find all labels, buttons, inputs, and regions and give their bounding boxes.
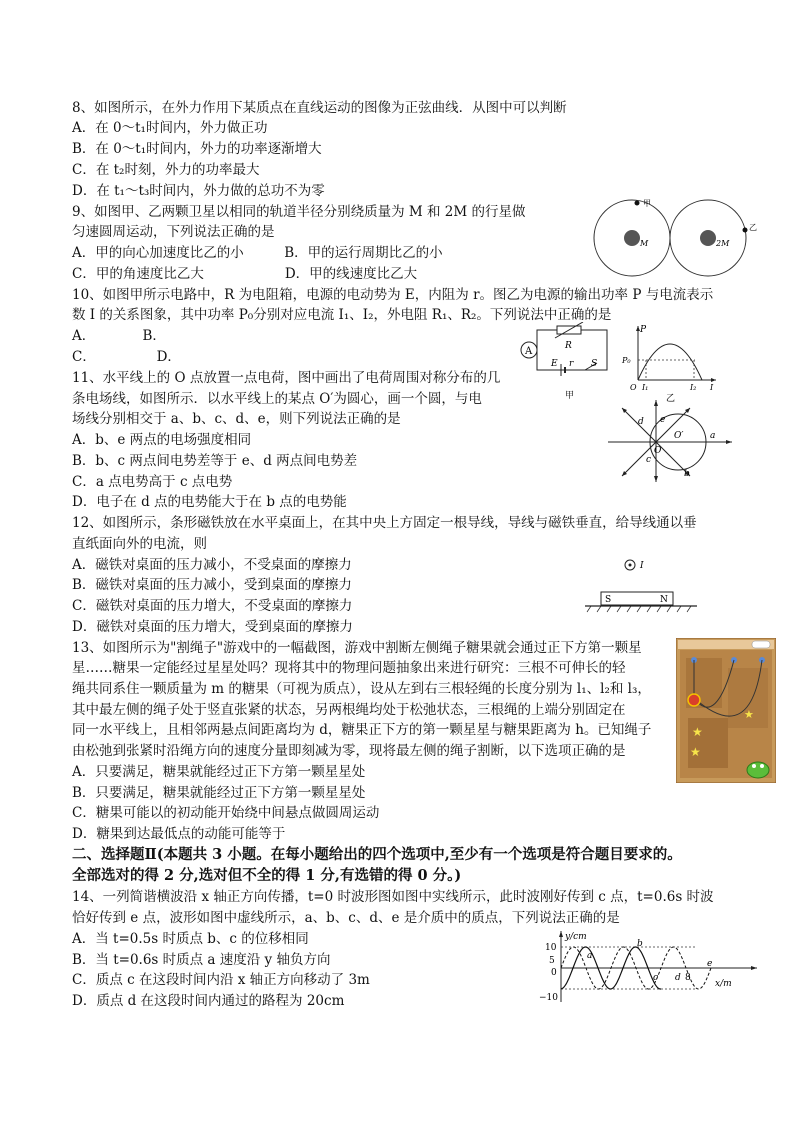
- label-i: I: [710, 383, 714, 392]
- q13-stem-3: 绳共同系住一颗质量为 m 的糖果（可视为质点），设从左到右三根轻绳的长度分别为 l₁、l₂和 l₃，: [72, 681, 651, 697]
- planet-2m: [700, 230, 716, 246]
- q11-option-a: A．b、e 两点的电场强度相同: [72, 432, 252, 448]
- x-axis-arrow: [751, 966, 757, 970]
- q14-option-c: C．质点 c 在这段时间内沿 x 轴正方向移动了 3m: [72, 972, 370, 988]
- star-icon-1: ★: [692, 725, 703, 739]
- q12-stem-2: 直纸面向外的电流，则: [72, 536, 207, 552]
- label-d: d: [638, 417, 644, 427]
- q8-option-b: B．在 0～t₁时间内，外力的功率逐渐增大: [72, 141, 322, 157]
- label-current: I: [640, 561, 644, 571]
- tick-y-5: 5: [549, 956, 555, 966]
- tick-y-10: 10: [545, 943, 557, 953]
- planet-m: [624, 230, 640, 246]
- q9-satellite-figure: [585, 198, 785, 282]
- om-nom-eye-left: [752, 764, 756, 768]
- label-m: M: [640, 239, 649, 248]
- power-curve: [638, 344, 702, 380]
- q9-stem-2: 匀速圆周运动，下列说法正确的是: [72, 224, 275, 240]
- label-e: e: [660, 415, 666, 425]
- label-yi: 乙: [666, 394, 676, 402]
- q12-stem-1: 12、如图所示，条形磁铁放在水平桌面上，在其中央上方固定一根导线，导线与磁铁垂直，给导线通以垂: [72, 515, 697, 531]
- q13-stem-6: 由松弛到张紧时沿绳方向的速度分量即刻减为零，现将最左侧的绳子割断，以下选项正确的是: [72, 743, 626, 759]
- label-b: b: [684, 469, 690, 479]
- q12-option-c: C．磁铁对桌面的压力增大，不受桌面的摩擦力: [72, 598, 353, 614]
- q12-magnet-figure: [585, 555, 705, 615]
- label-r-big: R: [565, 341, 572, 351]
- q14-option-b: B．当 t=0.6s 时质点 a 速度沿 y 轴负方向: [72, 952, 331, 968]
- label-o: O: [654, 446, 662, 456]
- section-2-header-2: 全部选对的得 2 分,选对但不全的得 1 分,有选错的得 0 分。): [72, 867, 462, 884]
- label-s: S: [591, 359, 598, 369]
- q13-option-d: D．糖果到达最低点的动能可能等于: [72, 826, 286, 842]
- q9-stem-1: 9、如图甲、乙两颗卫星以相同的轨道半径分别绕质量为 M 和 2M 的行星做: [72, 204, 526, 220]
- q13-option-c: C．糖果可能以的初动能开始绕中间悬点做圆周运动: [72, 805, 380, 821]
- label-r: r: [569, 359, 574, 369]
- label-a: a: [710, 431, 716, 441]
- q14-option-a: A．当 t=0.5s 时质点 b、c 的位移相同: [72, 931, 309, 947]
- q13-option-a: A．只要满足，糖果就能经过正下方第一颗星星处: [72, 764, 366, 780]
- label-y-axis: y/cm: [565, 932, 587, 942]
- om-nom-icon: [747, 762, 769, 778]
- candy-icon: [688, 694, 700, 706]
- label-jia: 甲: [643, 199, 651, 208]
- q10-power-graph: [620, 322, 720, 402]
- label-s-pole: S: [605, 595, 612, 605]
- q8-option-c: C．在 t₂时刻，外力的功率最大: [72, 162, 260, 178]
- om-nom-eye-right: [760, 764, 764, 768]
- tick-y-neg10: −10: [539, 993, 558, 1003]
- q11-option-b: B．b、c 两点间电势差等于 e、d 两点间电势差: [72, 453, 358, 469]
- label-e: E: [551, 359, 558, 369]
- q8-option-d: D．在 t₁～t₃时间内，外力做的总功不为零: [72, 183, 325, 199]
- point-d: d: [675, 973, 681, 983]
- q10-options-cd: C． D．: [72, 349, 181, 365]
- label-c: c: [646, 455, 652, 465]
- section-2-header-1: 二、选择题Ⅱ(本题共 3 小题。在每小题给出的四个选项中,至少有一个选项是符合题目要求的。: [72, 846, 682, 863]
- arrow-down: [654, 476, 658, 482]
- q12-option-b: B．磁铁对桌面的压力减小，受到桌面的摩擦力: [72, 577, 352, 593]
- q8-option-a: A．在 0～t₁时间内，外力做正功: [72, 120, 268, 136]
- point-e: e: [707, 959, 713, 969]
- q9-options-ab: A．甲的向心加速度比乙的小 B．甲的运行周期比乙的小: [72, 245, 443, 261]
- label-n-pole: N: [660, 595, 668, 605]
- satellite-jia: [635, 201, 640, 206]
- q8-stem: 8、如图所示，在外力作用下某质点在直线运动的图像为正弦曲线．从图中可以判断: [72, 100, 567, 116]
- q13-option-b: B．只要满足，糖果就能经过正下方第一颗星星处: [72, 785, 366, 801]
- table-hatch: [587, 606, 691, 612]
- q13-stem-2: 星……糖果一定能经过星星处吗？现将其中的物理问题抽象出来进行研究：三根不可伸长的轻: [72, 660, 626, 676]
- q11-stem-2: 条电场线，如图所示．以水平线上的某点 O′为圆心，画一个圆，与电: [72, 391, 482, 407]
- label-p: P: [640, 325, 647, 335]
- point-c: c: [653, 973, 659, 983]
- label-x-axis: x/m: [715, 979, 732, 989]
- q11-stem-3: 场线分别相交于 a、b、c、d、e，则下列说法正确的是: [72, 411, 401, 427]
- q12-option-a: A．磁铁对桌面的压力减小，不受桌面的摩擦力: [72, 557, 352, 573]
- cut-the-rope-screenshot: [676, 638, 776, 783]
- q11-stem-1: 11、水平线上的 O 点放置一点电荷，图中画出了电荷周围对称分布的几: [72, 370, 501, 386]
- star-icon-2: ★: [744, 708, 754, 721]
- q11-option-c: C．a 点电势高于 c 点电势: [72, 474, 233, 490]
- tick-y-0: 0: [551, 968, 557, 978]
- star-icon-3: ★: [690, 745, 701, 759]
- q10-options-ab: A． B．: [72, 328, 166, 344]
- label-i1: I₁: [642, 383, 649, 392]
- satellite-yi: [743, 228, 748, 233]
- y-axis-arrow: [559, 931, 563, 937]
- point-b: b: [637, 939, 643, 949]
- label-2m: 2M: [716, 239, 730, 248]
- q14-wave-figure: [535, 928, 765, 1008]
- x-arrow: [711, 378, 716, 382]
- q13-stem-1: 13、如图所示为"割绳子"游戏中的一幅截图，游戏中割断左侧绳子糖果就会通过正下方第一颗星: [72, 640, 642, 656]
- label-p0: P₀: [622, 356, 631, 365]
- q10-stem-1: 10、如图甲所示电路中，R 为电阻箱，电源的电动势为 E，内阻为 r。图乙为电源的输出功率 P 与电流表示: [72, 287, 714, 303]
- label-yi: 乙: [749, 223, 757, 232]
- label-ammeter: A: [525, 346, 533, 357]
- q12-option-d: D．磁铁对桌面的压力增大，受到桌面的摩擦力: [72, 619, 353, 635]
- q11-option-d: D．电子在 d 点的电势能大于在 b 点的电势能: [72, 494, 347, 510]
- label-i2: I₂: [690, 383, 697, 392]
- q11-field-figure: [608, 400, 734, 482]
- q10-circuit-figure: [515, 322, 615, 402]
- q13-stem-4: 其中最左侧的绳子处于竖直张紧的状态，另两根绳均处于松弛状态，三根绳的上端分别固定在: [72, 702, 626, 718]
- label-o-prime: O′: [674, 431, 684, 441]
- q10-stem-2: 数 I 的关系图象，其中功率 P₀分别对应电流 I₁、I₂，外电阻 R₁、R₂。下列说法中正确的是: [72, 307, 612, 323]
- point-a: a: [587, 951, 593, 961]
- pause-button: [752, 641, 770, 648]
- q14-stem-2: 恰好传到 e 点，波形如图中虚线所示，a、b、c、d、e 是介质中的质点，下列说法正确的是: [72, 910, 620, 926]
- label-o: O: [630, 383, 637, 392]
- tick-x-8: 8: [685, 973, 691, 983]
- arrow-right: [726, 440, 732, 444]
- current-dot: [629, 564, 632, 567]
- q14-stem-1: 14、一列简谐横波沿 x 轴正方向传播，t=0 时波形图如图中实线所示，此时波刚好传到 c 点，t=0.6s 时波: [72, 889, 714, 905]
- q9-options-cd: C．甲的角速度比乙大 D．甲的线速度比乙大: [72, 266, 418, 282]
- q13-stem-5: 同一水平线上，且相邻两悬点间距离均为 d，糖果正下方的第一颗星星与糖果距离为 h。已知绳子: [72, 722, 652, 738]
- q14-option-d: D．质点 d 在这段时间内通过的路程为 20cm: [72, 993, 345, 1009]
- label-jia: 甲: [565, 391, 575, 401]
- arrow-up: [654, 400, 658, 406]
